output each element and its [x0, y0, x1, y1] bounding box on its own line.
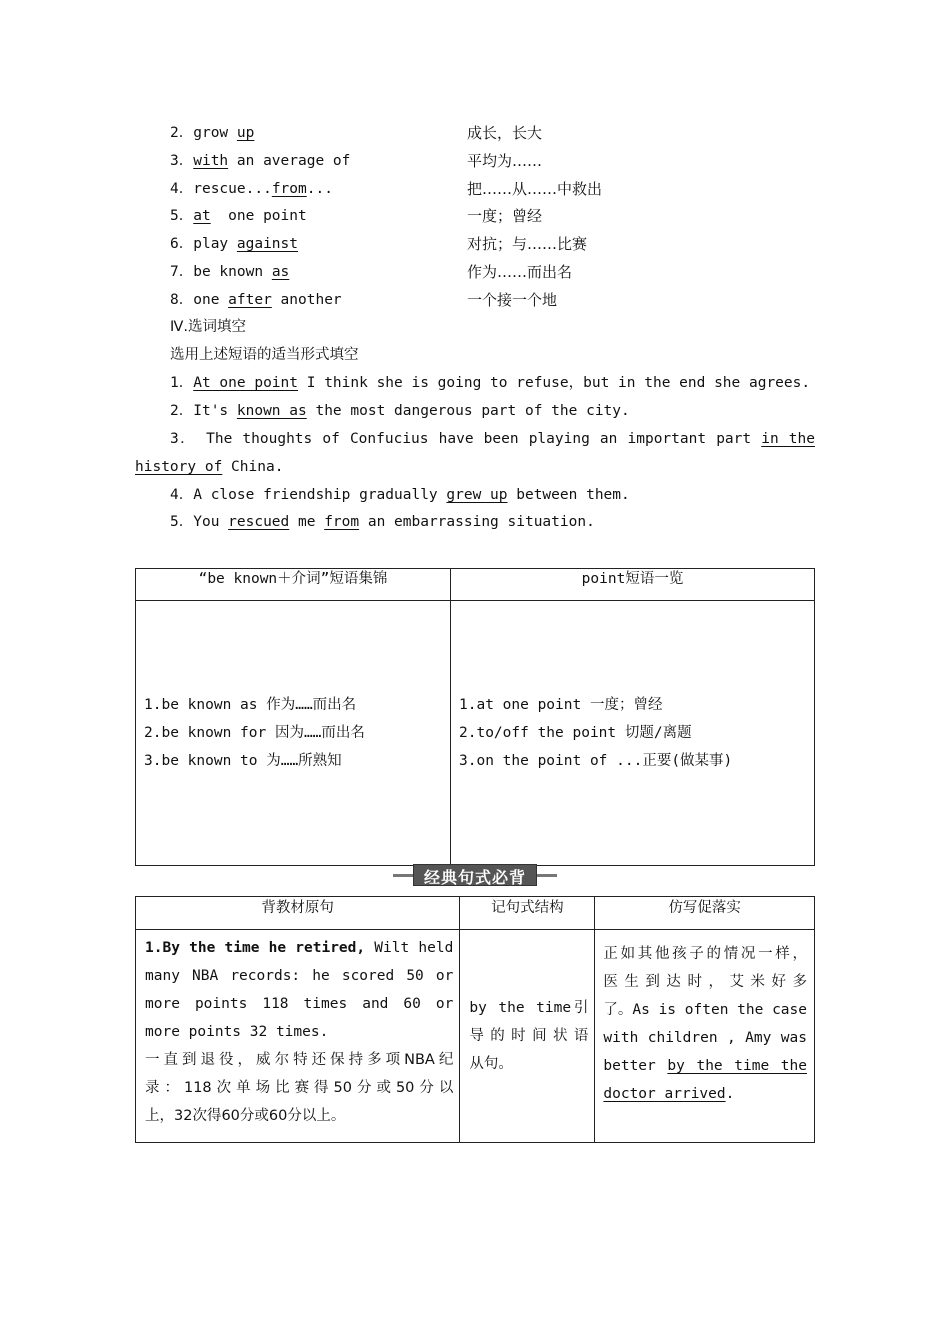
imitation-text: better: [603, 1058, 668, 1074]
phrase-meaning: 一度；曾经: [467, 207, 543, 225]
section-banner: [393, 862, 557, 888]
answer-blank: history of: [135, 459, 223, 475]
phrase-meaning: 平均为……: [467, 152, 543, 170]
sentence-number: 1．: [170, 375, 194, 391]
original-line: [145, 934, 453, 962]
answer-blank: doctor arrived: [603, 1086, 726, 1102]
be-known-phrases-cell: [136, 601, 451, 866]
answer-blank: rescued: [228, 514, 290, 530]
list-item: 2.be known for 因为……而出名: [144, 725, 365, 741]
phrase-summary-table: [135, 568, 815, 866]
sentence-text: You: [193, 514, 229, 530]
phrase-number: 3．: [170, 153, 194, 169]
sentence-number: 2．: [170, 403, 194, 419]
phrase-text: be known: [193, 264, 272, 280]
original-line: more points 32 times.: [145, 1024, 329, 1040]
list-item: 1.be known as 作为……而出名: [144, 697, 357, 713]
original-sentence-cell: [136, 930, 460, 1143]
imitation-line: 正如其他孩子的情况一样，: [603, 946, 807, 962]
sentence-2: [170, 401, 630, 421]
point-phrases-cell: [451, 601, 815, 866]
imitation-text: .: [725, 1086, 735, 1102]
sentence-text: It's: [193, 403, 237, 419]
phrase-text: ...: [306, 181, 333, 197]
answer-blank: against: [236, 236, 298, 252]
phrase-text: rescue...: [193, 181, 272, 197]
imitation-line: 了。As is often the case: [603, 1002, 807, 1018]
phrase-text: grow: [193, 125, 237, 141]
instruction: 选用上述短语的适当形式填空: [170, 347, 359, 363]
table-header-original: 背教材原句: [136, 897, 460, 930]
original-text: Wilt held: [365, 940, 454, 956]
list-item: 2.to/off the point 切题/离题: [459, 725, 692, 741]
structure-cell: [460, 930, 595, 1143]
sentence-text: the most dangerous part of the city.: [306, 403, 630, 419]
phrase-number: 6．: [170, 236, 194, 252]
sentence-text: A close friendship gradually: [193, 487, 447, 503]
translation-line: 一直到退役，威尔特还保持多项NBA纪: [145, 1052, 454, 1068]
phrase-number: 7．: [170, 264, 194, 280]
phrase-number: 2．: [170, 125, 194, 141]
phrase-item: [170, 206, 307, 226]
answer-blank: at: [193, 208, 211, 224]
phrase-item: [170, 179, 333, 199]
list-item: 3.on the point of ...正要(做某事): [459, 753, 733, 769]
phrase-meaning: 对抗；与……比赛: [467, 235, 588, 253]
structure-line: by the time引: [469, 1000, 589, 1016]
original-line: more points 118 times and 60 or: [145, 996, 454, 1012]
list-item: 3.be known to 为……所熟知: [144, 753, 342, 769]
phrase-meaning: 成长，长大: [467, 124, 543, 142]
phrase-text: play: [193, 236, 237, 252]
imitation-line: [603, 1052, 807, 1080]
answer-blank: by the time the: [667, 1058, 807, 1074]
sentence-pattern-table: [135, 896, 815, 1143]
structure-line: 导的时间状语: [469, 1028, 589, 1044]
sentence-1: [170, 373, 810, 393]
phrase-item: [170, 290, 342, 310]
phrase-item: [170, 151, 350, 171]
answer-blank: from: [271, 181, 307, 197]
sentence-3-line-2: [135, 457, 283, 477]
structure-line: 从句。: [469, 1056, 513, 1072]
bold-clause: 1.By the time he retired,: [145, 940, 366, 956]
phrase-number: 4．: [170, 181, 194, 197]
sentence-5: [170, 512, 595, 532]
answer-blank: in the: [761, 431, 815, 447]
answer-blank: known as: [236, 403, 307, 419]
table-header-imitation: 仿写促落实: [595, 897, 815, 930]
phrase-text: another: [271, 292, 342, 308]
sentence-text: China.: [222, 459, 284, 475]
sentence-text: me: [289, 514, 325, 530]
translation-line: 录：118次单场比赛得50分或50分以: [145, 1080, 454, 1096]
phrase-text: an average of: [228, 153, 351, 169]
sentence-text: an embarrassing situation.: [359, 514, 595, 530]
sentence-text: between them.: [507, 487, 630, 503]
imitation-line: [603, 1080, 807, 1108]
imitation-line: with children , Amy was: [603, 1030, 807, 1046]
list-item: 1.at one point 一度；曾经: [459, 697, 663, 713]
sentence-3-line-1: [170, 429, 815, 449]
answer-blank: At one point: [193, 375, 298, 391]
phrase-meaning: 一个接一个地: [467, 291, 558, 309]
table-header-point: point短语一览: [451, 569, 815, 601]
table-header-be-known: “be known＋介词”短语集锦: [136, 569, 451, 601]
phrase-text: one: [193, 292, 229, 308]
phrase-number: 5．: [170, 208, 194, 224]
answer-blank: up: [236, 125, 255, 141]
imitation-line: 医生到达时，艾米好多: [603, 974, 807, 990]
sentence-number: 5．: [170, 514, 194, 530]
sentence-number: 4．: [170, 487, 194, 503]
table-header-structure: 记句式结构: [460, 897, 595, 930]
phrase-meaning: 作为……而出名: [467, 263, 573, 281]
sentence-text: I think she is going to refuse，but in the end she agrees.: [298, 375, 811, 391]
phrase-item: [170, 262, 289, 282]
sentence-text: 3． The thoughts of Confucius have been playing an important part: [170, 431, 762, 447]
section-title: Ⅳ.选词填空: [170, 319, 246, 335]
answer-blank: after: [228, 292, 272, 308]
phrase-meaning: 把……从……中救出: [467, 180, 603, 198]
banner-title: 经典句式必背: [423, 868, 526, 887]
phrase-item: [170, 234, 298, 254]
phrase-number: 8．: [170, 292, 194, 308]
answer-blank: grew up: [446, 487, 508, 503]
imitation-cell: [595, 930, 815, 1143]
translation-line: 上，32次得60分或60分以上。: [145, 1108, 346, 1124]
phrase-item: [170, 123, 254, 143]
answer-blank: with: [193, 153, 229, 169]
original-line: many NBA records: he scored 50 or: [145, 968, 454, 984]
sentence-4: [170, 485, 630, 505]
answer-blank: from: [324, 514, 360, 530]
phrase-text: one point: [210, 208, 307, 224]
answer-blank: as: [271, 264, 290, 280]
